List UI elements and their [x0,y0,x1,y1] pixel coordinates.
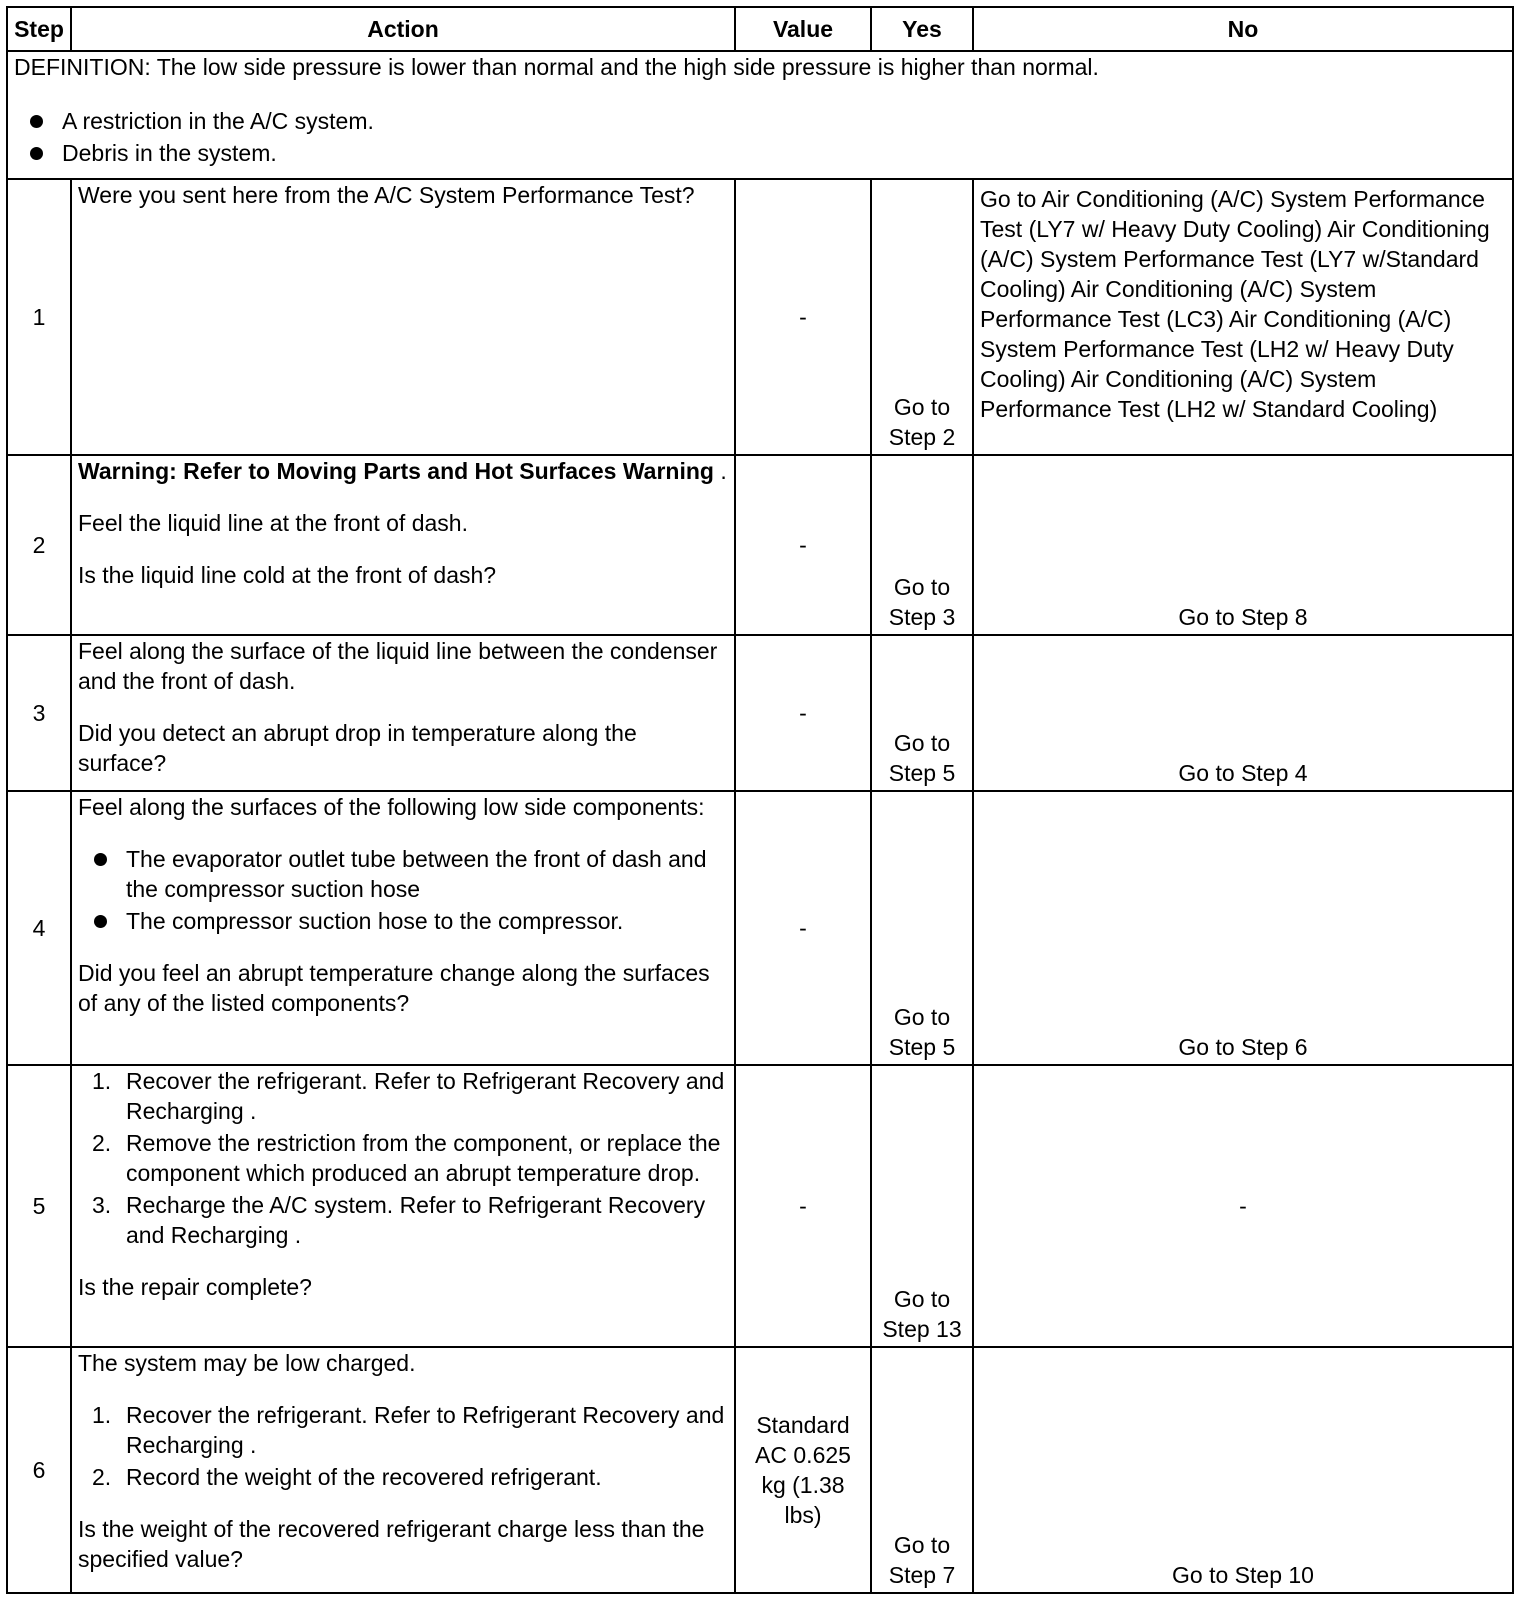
diagnostic-table [6,6,1514,1594]
step-row-6 [7,1347,1513,1593]
bullet-icon [94,853,107,866]
step-value: Standard AC 0.625 kg (1.38 lbs) [735,1347,871,1593]
step-number: 1 [7,179,71,455]
action-question: Is the weight of the recovered refrigerant charge less than the specified value? [78,1516,705,1572]
action-question: Is the liquid line cold at the front of dash? [78,562,497,588]
step-number: 2 [7,455,71,635]
yes-link[interactable]: Go to Step 2 [871,179,973,455]
yes-link[interactable]: Go to Step 3 [871,455,973,635]
step-action [71,455,735,635]
component-item: The compressor suction hose to the compressor. [78,906,728,936]
warning-text: Warning: Refer to Moving Parts and Hot Surfaces Warning . [78,458,727,484]
action-text: Feel along the surfaces of the following low side components: [78,794,705,820]
definition-cell [7,51,1513,179]
component-list [78,844,728,936]
no-value: - [973,1065,1513,1347]
yes-link[interactable]: Go to Step 5 [871,635,973,791]
component-item: The evaporator outlet tube between the front of dash and the compressor suction hose [78,844,728,904]
header-yes: Yes [871,7,973,51]
bullet-icon [30,147,43,160]
procedure-item: 1. Recover the refrigerant. Refer to Refrigerant Recovery and Recharging . [92,1068,725,1124]
step-number: 3 [7,635,71,791]
step-action [71,179,735,455]
procedure-list [78,1066,728,1250]
step-action [71,635,735,791]
step-row-5 [7,1065,1513,1347]
yes-link[interactable]: Go to Step 5 [871,791,973,1065]
step-value: - [735,791,871,1065]
action-text: Feel the liquid line at the front of dash. [78,510,468,536]
procedure-item: 1. Recover the refrigerant. Refer to Refrigerant Recovery and Recharging . [92,1402,725,1458]
no-link[interactable]: Go to Step 10 [973,1347,1513,1593]
step-number: 6 [7,1347,71,1593]
step-value: - [735,179,871,455]
action-question: Did you detect an abrupt drop in temperature along the surface? [78,720,637,776]
step-action [71,791,735,1065]
cause-list [14,106,1506,168]
action-text: Feel along the surface of the liquid line between the condenser and the front of dash. [78,638,718,694]
action-text: Were you sent here from the A/C System Performance Test? [78,182,695,208]
action-question: Is the repair complete? [78,1274,312,1300]
header-action: Action [71,7,735,51]
header-row [7,7,1513,51]
step-value: - [735,635,871,791]
step-action [71,1347,735,1593]
no-link[interactable]: Go to Air Conditioning (A/C) System Performance Test (LY7 w/ Heavy Duty Cooling) Air Conditioning (A/C) System Performance Test (LY7 w/Standard Cooling) Air Conditioning (A/C) System Performance Test (LC3) Air Conditioning (A/C) System Performance Test (LH2 w/ Heavy Duty Cooling) Air Conditioning (A/C) System Performance Test (LH2 w/ Standard Cooling) [973,179,1513,455]
bullet-icon [94,915,107,928]
step-value: - [735,1065,871,1347]
yes-link[interactable]: Go to Step 7 [871,1347,973,1593]
step-action [71,1065,735,1347]
action-text: The system may be low charged. [78,1350,416,1376]
procedure-item: 2. Record the weight of the recovered refrigerant. [92,1464,602,1490]
procedure-list [78,1400,728,1492]
header-step: Step [7,7,71,51]
header-no: No [973,7,1513,51]
step-row-2 [7,455,1513,635]
header-value: Value [735,7,871,51]
bullet-icon [30,115,43,128]
no-link[interactable]: Go to Step 6 [973,791,1513,1065]
step-row-1 [7,179,1513,455]
procedure-item: 3. Recharge the A/C system. Refer to Refrigerant Recovery and Recharging . [92,1192,706,1248]
no-link[interactable]: Go to Step 8 [973,455,1513,635]
step-value: - [735,455,871,635]
yes-link[interactable]: Go to Step 13 [871,1065,973,1347]
definition-text: DEFINITION: The low side pressure is lower than normal and the high side pressure is higher than normal. [14,54,1099,80]
definition-row [7,51,1513,179]
step-row-4 [7,791,1513,1065]
step-number: 5 [7,1065,71,1347]
cause-item: Debris in the system. [14,138,1506,168]
no-link[interactable]: Go to Step 4 [973,635,1513,791]
step-row-3 [7,635,1513,791]
action-question: Did you feel an abrupt temperature change along the surfaces of any of the listed components? [78,960,710,1016]
step-number: 4 [7,791,71,1065]
cause-item: A restriction in the A/C system. [14,106,1506,136]
procedure-item: 2. Remove the restriction from the component, or replace the component which produced an abrupt temperature drop. [92,1130,721,1186]
